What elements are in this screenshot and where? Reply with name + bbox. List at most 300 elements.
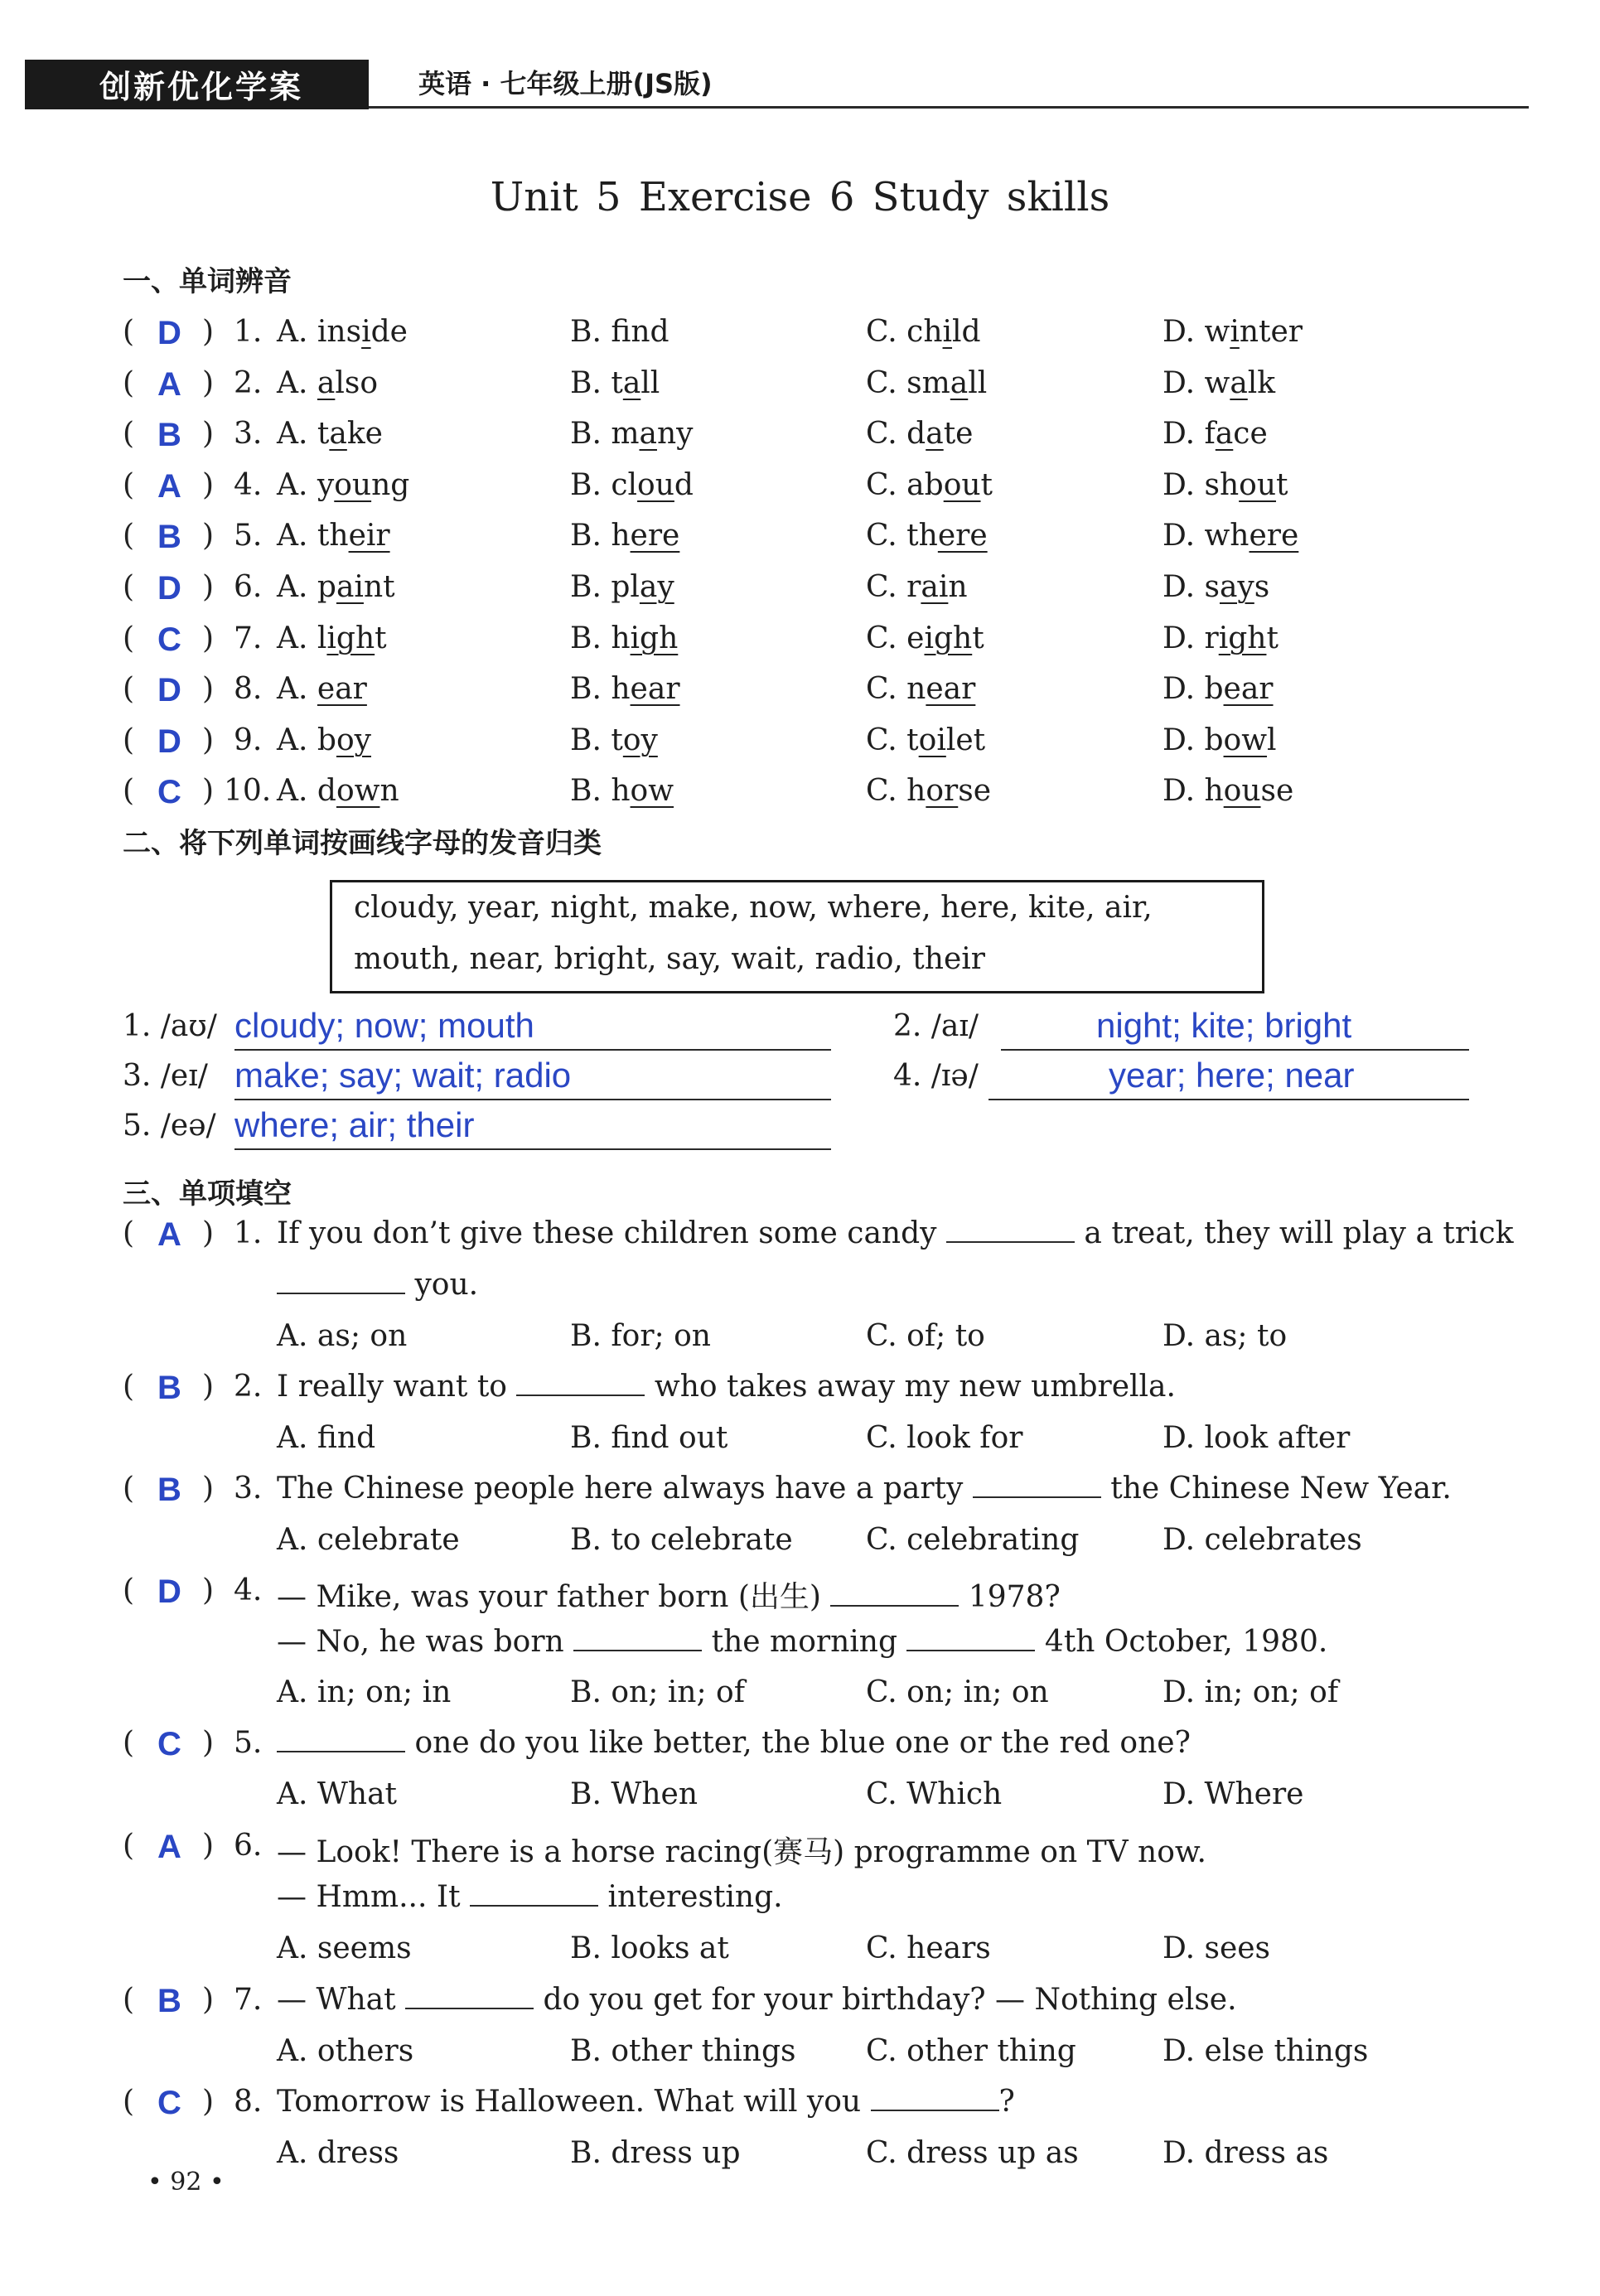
- underlined-letters: igh: [1218, 621, 1267, 655]
- sound-row-1: [123, 1006, 1490, 1059]
- paren-close: ): [202, 1726, 215, 1760]
- underlined-letters: ou: [1239, 467, 1277, 502]
- option-word: B. high: [570, 621, 679, 655]
- option-word: D. bear: [1163, 672, 1274, 707]
- paren-open: (: [123, 2085, 135, 2119]
- answer-letter: A: [157, 1216, 181, 1253]
- option-a: A. What: [277, 1777, 398, 1811]
- sound-label: 1. /aʊ/: [123, 1009, 217, 1043]
- option-word: B. many: [570, 417, 694, 452]
- option-word: D. right: [1163, 621, 1279, 655]
- underlined-letters: igh: [924, 621, 973, 655]
- option-c: C. celebrating: [866, 1523, 1080, 1557]
- option-word: D. walk: [1163, 365, 1276, 400]
- option-a: A. as; on: [277, 1319, 408, 1353]
- underlined-letters: ere: [1249, 519, 1299, 553]
- underlined-letters: ere: [630, 519, 680, 553]
- fill-blank: [830, 1580, 959, 1607]
- option-label: B.: [570, 570, 602, 604]
- item-number: 4.: [234, 467, 263, 502]
- sound-label: 3. /eɪ/: [123, 1059, 208, 1093]
- answer-line: [1001, 1006, 1469, 1051]
- underlined-letters: i: [361, 315, 371, 349]
- phonics-item: [123, 672, 1490, 722]
- question-number: 7.: [234, 1983, 263, 2017]
- underlined-letters: ou: [943, 467, 981, 502]
- underlined-letters: a: [950, 365, 969, 400]
- option-d: D. dress as: [1163, 2136, 1329, 2170]
- option-b: B. other things: [570, 2034, 796, 2068]
- header-rule: [369, 106, 1529, 109]
- option-label: A.: [277, 672, 308, 707]
- option-label: A.: [277, 519, 308, 553]
- answer-letter: D: [157, 1573, 181, 1610]
- option-word: A. their: [277, 519, 390, 553]
- paren-close: ): [202, 1216, 215, 1250]
- word-box: [330, 880, 1264, 993]
- paren-close: ): [202, 621, 215, 655]
- option-label: D.: [1163, 519, 1196, 553]
- answer-letter: D: [157, 570, 181, 607]
- option-word: A. also: [277, 365, 379, 400]
- options-1: [123, 1319, 1490, 1369]
- option-b: B. find out: [570, 1421, 728, 1455]
- fill-blank: [973, 1472, 1101, 1498]
- underlined-letters: igh: [326, 621, 375, 655]
- underlined-letters: igh: [630, 621, 679, 655]
- paren-open: (: [123, 621, 135, 655]
- options-8: [123, 2136, 1490, 2186]
- question-number: 2.: [234, 1370, 263, 1404]
- option-d: D. celebrates: [1163, 1523, 1362, 1557]
- answer-line: [989, 1056, 1469, 1100]
- option-label: C.: [866, 672, 897, 707]
- option-label: D.: [1163, 774, 1196, 809]
- answer-letter: A: [157, 1829, 181, 1865]
- word-box-line-2: mouth, near, bright, say, wait, radio, their: [354, 942, 985, 976]
- answer-line: [234, 1105, 831, 1150]
- option-a: A. celebrate: [277, 1523, 460, 1557]
- option-label: A.: [277, 315, 308, 349]
- option-label: C.: [866, 621, 897, 655]
- option-c: C. look for: [866, 1421, 1023, 1455]
- phonics-item: [123, 468, 1490, 518]
- option-word: B. how: [570, 774, 674, 809]
- option-label: D.: [1163, 315, 1196, 349]
- answer-letter: B: [157, 519, 181, 556]
- question-5: [123, 1726, 1490, 1776]
- fill-blank: [906, 1625, 1035, 1651]
- question-number: 1.: [234, 1216, 263, 1250]
- option-label: B.: [570, 519, 602, 553]
- answer-letter: C: [157, 1726, 181, 1762]
- options-4: [123, 1675, 1490, 1725]
- question-stem: — What do you get for your birthday? — Nothing else.: [277, 1983, 1237, 2017]
- question-stem: The Chinese people here always have a party the Chinese New Year.: [277, 1472, 1452, 1506]
- underlined-letters: a: [639, 417, 657, 452]
- sound-answer: where; air; their: [234, 1105, 475, 1144]
- section3-heading: 三、单项填空: [123, 1177, 292, 1211]
- option-b: B. When: [570, 1777, 698, 1811]
- underlined-letters: i: [1230, 315, 1240, 349]
- paren-close: ): [202, 1370, 215, 1404]
- option-label: C.: [866, 723, 897, 757]
- phonics-item: [123, 519, 1490, 568]
- header-logo: 创新优化学案: [99, 69, 304, 105]
- underlined-letters: a: [622, 365, 641, 400]
- option-d: D. in; on; of: [1163, 1675, 1339, 1709]
- option-word: C. there: [866, 519, 988, 553]
- underlined-letters: ear: [1223, 672, 1274, 707]
- question-1-cont: [123, 1268, 1490, 1317]
- option-label: D.: [1163, 365, 1196, 400]
- option-c: C. of; to: [866, 1319, 985, 1353]
- underlined-letters: oy: [336, 723, 371, 757]
- option-label: A.: [277, 570, 308, 604]
- paren-close: ): [202, 672, 215, 707]
- answer-letter: B: [157, 1472, 181, 1508]
- question-7: [123, 1983, 1490, 2033]
- option-label: B.: [570, 621, 602, 655]
- option-word: [277, 672, 367, 706]
- option-word: C. child: [866, 315, 981, 349]
- underlined-letters: a: [926, 417, 944, 452]
- option-word: A. light: [277, 621, 387, 655]
- option-label: B.: [570, 467, 602, 502]
- option-word: B. play: [570, 570, 674, 604]
- paren-close: ): [202, 774, 215, 809]
- option-c: C. hears: [866, 1931, 991, 1965]
- paren-open: (: [123, 1216, 135, 1250]
- option-word: C. about: [866, 467, 993, 502]
- question-stem: — No, he was born the morning 4th October, 1980.: [277, 1625, 1328, 1659]
- option-a: A. find: [277, 1421, 376, 1455]
- item-number: 6.: [234, 570, 263, 604]
- phonics-item: [123, 774, 1490, 824]
- underlined-letters: i: [942, 315, 953, 349]
- underlined-letters: ere: [937, 519, 988, 553]
- option-word: D. bowl: [1163, 723, 1277, 757]
- option-word: A. take: [277, 417, 383, 452]
- options-2: [123, 1421, 1490, 1471]
- underlined-letters: a: [329, 417, 347, 452]
- option-a: A. dress: [277, 2136, 399, 2170]
- answer-letter: A: [157, 467, 181, 505]
- options-5: [123, 1777, 1490, 1827]
- sound-answer: night; kite; bright: [1096, 1006, 1352, 1045]
- item-number: 9.: [234, 723, 263, 757]
- question-number: 8.: [234, 2085, 263, 2119]
- word-box-line-1: cloudy, year, night, make, now, where, here, kite, air,: [354, 891, 1153, 925]
- option-word: D. shout: [1163, 467, 1288, 502]
- option-a: A. in; on; in: [277, 1675, 452, 1709]
- answer-letter: C: [157, 774, 181, 811]
- option-word: A. down: [277, 774, 399, 809]
- sound-label: 2. /aɪ/: [893, 1009, 979, 1043]
- option-label: C.: [866, 774, 897, 809]
- option-word: A. young: [277, 467, 410, 502]
- question-1: [123, 1216, 1514, 1266]
- header-subtitle: 英语 · 七年级上册(JS版): [418, 68, 713, 99]
- option-b: B. on; in; of: [570, 1675, 746, 1709]
- underlined-letters: ay: [639, 570, 674, 604]
- option-label: A.: [277, 365, 308, 400]
- underlined-letters: ou: [1223, 774, 1261, 809]
- paren-open: (: [123, 519, 135, 553]
- option-d: D. look after: [1163, 1421, 1351, 1455]
- phonics-item: [123, 315, 1490, 365]
- answer-letter: C: [157, 621, 181, 658]
- answer-line: [234, 1056, 831, 1100]
- paren-close: ): [202, 417, 215, 452]
- underlined-letters: a: [1230, 365, 1248, 400]
- answer-letter: A: [157, 365, 181, 403]
- option-word: D. says: [1163, 570, 1270, 604]
- paren-close: ): [202, 2085, 215, 2119]
- sound-label: 4. /ɪə/: [893, 1059, 979, 1093]
- item-number: 7.: [234, 621, 263, 655]
- fill-blank: [277, 1268, 405, 1294]
- underlined-letters: ear: [926, 672, 976, 707]
- underlined-letters: ow: [630, 774, 674, 809]
- question-6-cont: [123, 1880, 1490, 1930]
- option-word: C. rain: [866, 570, 968, 604]
- paren-open: (: [123, 1726, 135, 1760]
- question-4: [123, 1573, 1490, 1623]
- paren-open: (: [123, 467, 135, 502]
- question-2: [123, 1370, 1490, 1419]
- answer-letter: B: [157, 1370, 181, 1406]
- fill-blank: [573, 1625, 702, 1651]
- page-number: • 92 •: [147, 2168, 225, 2197]
- option-word: A. inside: [277, 315, 408, 349]
- question-number: 4.: [234, 1573, 263, 1607]
- option-word: C. date: [866, 417, 974, 452]
- answer-line: [234, 1006, 831, 1051]
- question-8: [123, 2085, 1490, 2134]
- paren-close: ): [202, 570, 215, 604]
- item-number: 3.: [234, 417, 263, 452]
- paren-open: (: [123, 774, 135, 809]
- option-label: D.: [1163, 417, 1196, 452]
- item-number: 2.: [234, 365, 263, 400]
- underlined-letters: ay: [1219, 570, 1254, 604]
- paren-close: ): [202, 1829, 215, 1863]
- paren-close: ): [202, 723, 215, 757]
- question-stem: I really want to who takes away my new umbrella.: [277, 1370, 1176, 1404]
- item-number: 10.: [224, 774, 272, 809]
- answer-letter: B: [157, 1983, 181, 2019]
- option-d: D. as; to: [1163, 1319, 1288, 1353]
- option-b: B. looks at: [570, 1931, 729, 1965]
- paren-open: (: [123, 672, 135, 707]
- paren-open: (: [123, 1829, 135, 1863]
- question-4-cont: [123, 1625, 1490, 1675]
- question-stem: — Mike, was your father born (出生) 1978?: [277, 1580, 1061, 1614]
- option-label: D.: [1163, 723, 1196, 757]
- paren-close: ): [202, 467, 215, 502]
- question-number: 3.: [234, 1472, 263, 1506]
- option-word: C. eight: [866, 621, 984, 655]
- option-word: D. where: [1163, 519, 1299, 553]
- paren-close: ): [202, 315, 215, 349]
- option-label: D.: [1163, 621, 1196, 655]
- option-word: D. house: [1163, 774, 1294, 809]
- phonics-item: [123, 621, 1490, 671]
- option-a: A. seems: [277, 1931, 412, 1965]
- paren-open: (: [123, 1573, 135, 1607]
- option-word: B. hear: [570, 672, 680, 707]
- question-number: 5.: [234, 1726, 263, 1760]
- question-6: [123, 1829, 1490, 1878]
- underlined-letters: oy: [622, 723, 658, 757]
- paren-open: (: [123, 723, 135, 757]
- option-label: B.: [570, 672, 602, 707]
- option-label: C.: [866, 467, 897, 502]
- paren-open: (: [123, 365, 135, 400]
- option-label: A.: [277, 467, 308, 502]
- option-word: C. toilet: [866, 723, 986, 757]
- underlined-letters: ou: [334, 467, 372, 502]
- option-b: B. dress up: [570, 2136, 741, 2170]
- underlined-letters: oi: [918, 723, 946, 757]
- sound-row-2: [123, 1056, 1490, 1109]
- fill-blank: [405, 1983, 534, 2009]
- option-label: B.: [570, 417, 602, 452]
- option-word: B. here: [570, 519, 680, 553]
- paren-close: ): [202, 365, 215, 400]
- option-c: C. dress up as: [866, 2136, 1079, 2170]
- option-label: A.: [277, 774, 308, 809]
- paren-open: (: [123, 1370, 135, 1404]
- paren-close: ): [202, 1983, 215, 2017]
- fill-blank: [871, 2085, 999, 2111]
- phonics-item: [123, 723, 1490, 773]
- underlined-letters: ai: [336, 570, 364, 604]
- fill-blank: [946, 1216, 1075, 1243]
- option-label: B.: [570, 315, 602, 349]
- option-label: D.: [1163, 570, 1196, 604]
- answer-letter: B: [157, 417, 181, 454]
- option-label: C.: [866, 519, 897, 553]
- answer-letter: D: [157, 672, 181, 709]
- option-word: C. near: [866, 672, 976, 707]
- paren-close: ): [202, 519, 215, 553]
- sound-answer: cloudy; now; mouth: [234, 1006, 534, 1045]
- underlined-letters: ow: [336, 774, 380, 809]
- options-3: [123, 1523, 1490, 1573]
- page-title: Unit 5 Exercise 6 Study skills: [490, 174, 1110, 220]
- underlined-letters: a: [1215, 417, 1234, 452]
- option-label: C.: [866, 570, 897, 604]
- option-label: B.: [570, 774, 602, 809]
- option-word: C. horse: [866, 774, 992, 809]
- section2-heading: 二、将下列单词按画线字母的发音归类: [123, 827, 602, 860]
- item-number: 1.: [234, 315, 263, 349]
- option-label: A.: [277, 723, 308, 757]
- phonics-item: [123, 570, 1490, 620]
- section1-heading: 一、单词辨音: [123, 265, 292, 298]
- sound-answer: year; here; near: [1109, 1056, 1355, 1095]
- option-word: B. fnd: [570, 315, 669, 349]
- option-label: C.: [866, 417, 897, 452]
- question-number: 6.: [234, 1829, 263, 1863]
- paren-close: ): [202, 1472, 215, 1506]
- underlined-letters: ou: [637, 467, 674, 502]
- underlined-letters: a: [317, 365, 336, 400]
- fill-blank: [470, 1880, 598, 1907]
- fill-blank: [277, 1726, 405, 1752]
- paren-open: (: [123, 315, 135, 349]
- phonics-item: [123, 417, 1490, 466]
- answer-letter: D: [157, 315, 181, 351]
- option-label: A.: [277, 621, 308, 655]
- sound-answer: make; say; wait; radio: [234, 1056, 572, 1095]
- paren-open: (: [123, 1472, 135, 1506]
- paren-close: ): [202, 1573, 215, 1607]
- option-a: A. others: [277, 2034, 414, 2068]
- underlined-letters: ai: [921, 570, 949, 604]
- option-word: B. toy: [570, 723, 658, 757]
- question-stem: — Look! There is a horse racing(赛马) programme on TV now.: [277, 1835, 1206, 1869]
- option-word: D. winter: [1163, 315, 1303, 349]
- paren-open: (: [123, 417, 135, 452]
- option-label: D.: [1163, 467, 1196, 502]
- option-b: B. for; on: [570, 1319, 711, 1353]
- option-c: C. on; in; on: [866, 1675, 1049, 1709]
- option-d: D. sees: [1163, 1931, 1271, 1965]
- item-number: 5.: [234, 519, 263, 553]
- option-word: D. face: [1163, 417, 1268, 452]
- option-label: B.: [570, 365, 602, 400]
- answer-letter: C: [157, 2085, 181, 2121]
- paren-open: (: [123, 1983, 135, 2017]
- option-word: A. paint: [277, 570, 395, 604]
- option-word: B. tall: [570, 365, 660, 400]
- underlined-letters: ow: [1223, 723, 1268, 757]
- question-3: [123, 1472, 1490, 1521]
- paren-open: (: [123, 570, 135, 604]
- options-6: [123, 1931, 1490, 1981]
- sound-row-3: [123, 1105, 1490, 1158]
- options-7: [123, 2034, 1490, 2084]
- option-b: B. to celebrate: [570, 1523, 793, 1557]
- underlined-letters: ear: [630, 672, 680, 707]
- option-d: D. Where: [1163, 1777, 1304, 1811]
- underlined-letters: or: [926, 774, 959, 809]
- underlined-letters: ear: [317, 672, 367, 707]
- question-stem: Tomorrow is Halloween. What will you ?: [277, 2085, 1015, 2119]
- option-label: D.: [1163, 672, 1196, 707]
- option-c: C. Which: [866, 1777, 1003, 1811]
- question-stem: one do you like better, the blue one or the red one?: [277, 1726, 1191, 1760]
- option-label: A.: [277, 417, 308, 452]
- option-c: C. other thing: [866, 2034, 1076, 2068]
- question-stem: you.: [277, 1268, 478, 1302]
- option-word: B. cloud: [570, 467, 694, 502]
- fill-blank: [516, 1370, 645, 1396]
- phonics-item: [123, 366, 1490, 416]
- underlined-letters: eir: [348, 519, 390, 553]
- answer-letter: D: [157, 723, 181, 760]
- option-word: A. boy: [277, 723, 371, 757]
- sound-label: 5. /eə/: [123, 1109, 216, 1143]
- item-number: 8.: [234, 672, 263, 707]
- question-stem: — Hmm... It interesting.: [277, 1880, 783, 1914]
- option-word: C. small: [866, 365, 988, 400]
- option-label: C.: [866, 365, 897, 400]
- option-d: D. else things: [1163, 2034, 1369, 2068]
